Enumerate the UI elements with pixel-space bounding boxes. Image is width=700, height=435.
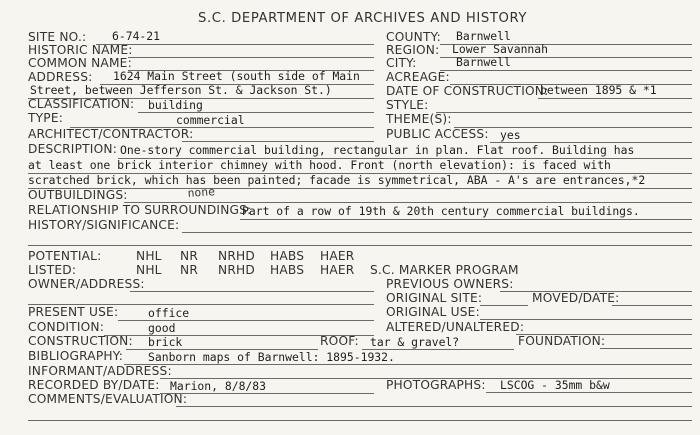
date-construction-value: between 1895 & *1: [540, 83, 657, 97]
city-label: CITY:: [386, 56, 417, 70]
type-label: TYPE:: [28, 111, 64, 125]
condition-label: CONDITION:: [28, 320, 105, 334]
common-name-label: COMMON NAME:: [28, 56, 132, 70]
public-access-value: yes: [500, 128, 521, 142]
foundation-line: [600, 348, 692, 349]
previous-owners-label: PREVIOUS OWNERS:: [386, 277, 514, 291]
owner-line: [130, 291, 374, 292]
construction-value: brick: [148, 335, 183, 349]
moved-date-line: [612, 305, 692, 306]
present-use-value: office: [148, 306, 190, 320]
style-line: [436, 112, 692, 113]
relationship-value: Part of a row of 19th & 20th century commercial buildings.: [242, 204, 640, 218]
style-label: STYLE:: [386, 98, 429, 112]
address-label: ADDRESS:: [28, 70, 93, 84]
listed-label: LISTED:: [28, 263, 77, 277]
history-label: HISTORY/SIGNIFICANCE:: [28, 218, 180, 232]
themes-line: [454, 127, 692, 128]
moved-date-label: MOVED/DATE:: [532, 291, 620, 305]
date-construction-label: DATE OF CONSTRUCTION:: [386, 84, 549, 98]
region-label: REGION:: [386, 43, 440, 57]
listed-nr[interactable]: NR: [180, 263, 198, 277]
history-line: [182, 232, 692, 233]
description-line-2: at least one brick interior chimney with hood. Front (north elevation): is faced with: [28, 158, 611, 172]
region-value: Lower Savannah: [452, 42, 549, 56]
classification-value: building: [148, 98, 203, 112]
original-site-line: [480, 305, 528, 306]
outbuildings-value: none: [187, 184, 216, 200]
city-value: Barnwell: [456, 55, 511, 69]
listed-nhl[interactable]: NHL: [136, 263, 162, 277]
original-site-label: ORIGINAL SITE:: [386, 291, 483, 305]
county-value: Barnwell: [456, 29, 511, 43]
informant-label: INFORMANT/ADDRESS:: [28, 364, 172, 378]
owner-label: OWNER/ADDRESS:: [28, 277, 145, 291]
classification-line: [138, 112, 374, 113]
potential-nhl[interactable]: NHL: [136, 249, 162, 263]
county-label: COUNTY:: [386, 30, 441, 44]
potential-nrhd[interactable]: NRHD: [218, 249, 255, 263]
classification-label: CLASSIFICATION:: [28, 97, 135, 111]
recorded-by-value: Marion, 8/8/83: [170, 379, 267, 393]
recorded-by-label: RECORDED BY/DATE:: [28, 378, 160, 392]
altered-label: ALTERED/UNALTERED:: [386, 320, 525, 334]
description-line-3: scratched brick, which has been painted; facade is symmetrical, ABA - A's are entrances,*2: [28, 173, 646, 187]
architect-line: [182, 141, 374, 142]
relationship-label: RELATIONSHIP TO SURROUNDINGS:: [28, 203, 252, 217]
listed-haer[interactable]: HAER: [320, 263, 355, 277]
photographs-value: LSCOG - 35mm b&w: [500, 378, 610, 392]
site-no-line: [96, 44, 374, 45]
type-value: commercial: [176, 113, 245, 127]
foundation-label: FOUNDATION:: [518, 334, 606, 348]
roof-value: tar & gravel?: [370, 335, 460, 349]
comments-line: [176, 406, 692, 407]
card-title: S.C. DEPARTMENT OF ARCHIVES AND HISTORY: [198, 11, 528, 26]
address-value-cont: Street, between Jefferson St. & Jackson St.): [30, 83, 332, 97]
photographs-label: PHOTOGRAPHS:: [386, 378, 486, 392]
potential-habs[interactable]: HABS: [270, 249, 305, 263]
description-label: DESCRIPTION:: [28, 142, 117, 156]
original-use-label: ORIGINAL USE:: [386, 305, 480, 319]
themes-label: THEME(S):: [386, 112, 452, 126]
photographs-line: [486, 392, 692, 393]
condition-value: good: [148, 321, 176, 335]
bibliography-line: [124, 364, 692, 365]
comments-label: COMMENTS/EVALUATION:: [28, 392, 188, 406]
present-use-label: PRESENT USE:: [28, 305, 119, 319]
recorded-by-line: [160, 393, 374, 394]
description-line-1: One-story commercial building, rectangular in plan. Flat roof. Building has: [120, 143, 635, 157]
potential-label: POTENTIAL:: [28, 249, 102, 263]
outbuildings-label: OUTBUILDINGS:: [28, 188, 128, 202]
relationship-line: [240, 219, 692, 220]
site-no-label: SITE NO.:: [28, 30, 87, 44]
public-access-label: PUBLIC ACCESS:: [386, 127, 489, 141]
historic-name-line: [128, 57, 374, 58]
architect-label: ARCHITECT/CONTRACTOR:: [28, 127, 194, 141]
construction-label: CONSTRUCTION:: [28, 334, 133, 348]
bibliography-label: BIBLIOGRAPHY:: [28, 349, 124, 363]
listed-habs[interactable]: HABS: [270, 263, 305, 277]
potential-haer[interactable]: HAER: [320, 249, 355, 263]
bibliography-value: Sanborn maps of Barnwell: 1895-1932.: [148, 350, 395, 364]
date-construction-line: [538, 98, 692, 99]
listed-nrhd[interactable]: NRHD: [218, 263, 255, 277]
history-line-2: [28, 245, 692, 246]
comments-line-2: [28, 420, 692, 421]
site-no-value: 6-74-21: [112, 29, 161, 43]
city-line: [440, 70, 692, 71]
historic-name-label: HISTORIC NAME:: [28, 43, 133, 57]
marker-program-label: S.C. MARKER PROGRAM: [370, 263, 519, 277]
roof-label: ROOF:: [320, 334, 359, 348]
potential-nr[interactable]: NR: [180, 249, 198, 263]
acreage-label: ACREAGE:: [386, 70, 450, 84]
address-value: 1624 Main Street (south side of Main: [113, 69, 360, 83]
